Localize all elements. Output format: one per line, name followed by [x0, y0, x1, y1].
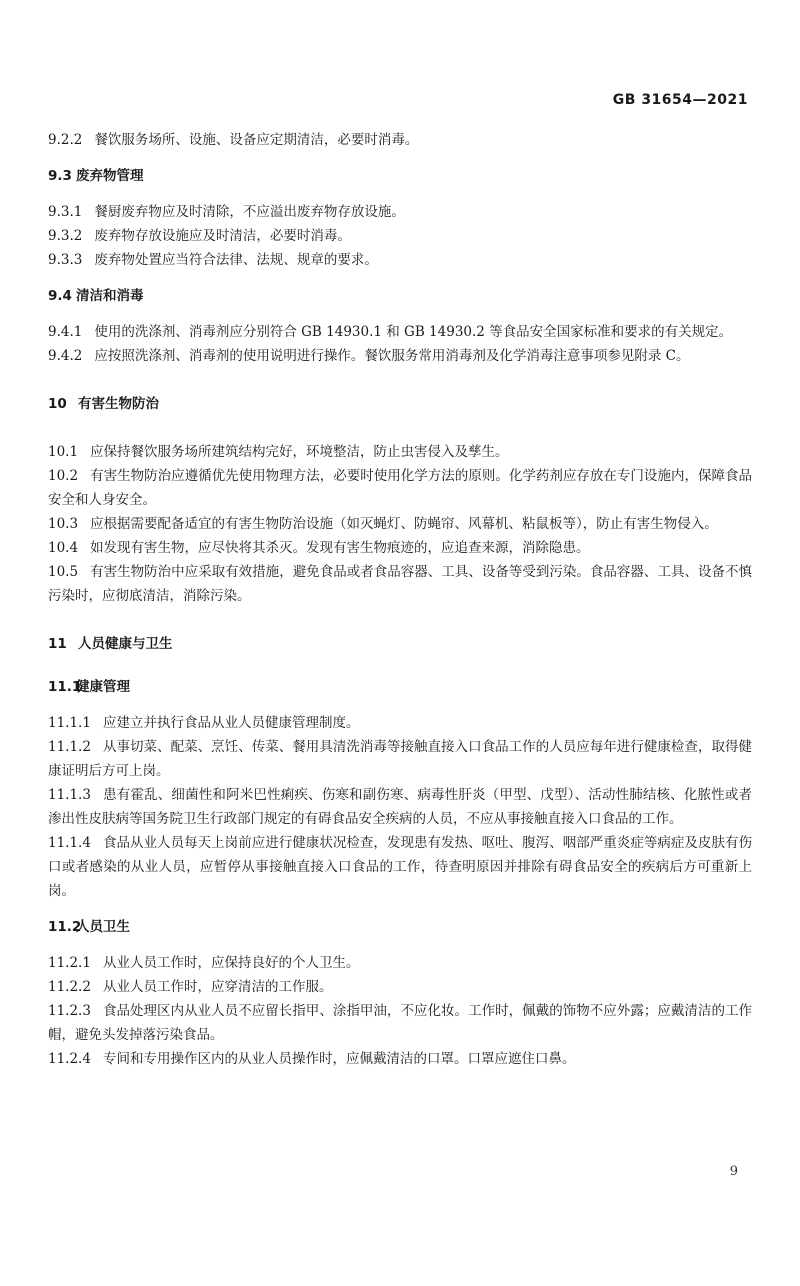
clause-10-1 — [48, 440, 752, 464]
clause-text: 餐厨废弃物应及时清除，不应溢出废弃物存放设施。 — [94, 204, 405, 220]
clause-text: 食品处理区内从业人员不应留长指甲、涂指甲油，不应化妆。工作时，佩戴的饰物不应外露；应戴清洁的工作帽，避免头发掉落污染食品。 — [48, 1003, 752, 1043]
clause-11-2-1 — [48, 951, 752, 975]
clause-11-2-3 — [48, 999, 752, 1047]
clause-9-2-2 — [48, 128, 752, 152]
clause-text: 从业人员工作时，应穿清洁的工作服。 — [102, 979, 333, 995]
section-title: 人员卫生 — [76, 919, 130, 935]
clause-number: 11.1.2 — [48, 739, 91, 755]
clause-number: 11.2.4 — [48, 1051, 91, 1067]
clause-number: 11.1.4 — [48, 835, 91, 851]
clause-number: 10.4 — [48, 540, 79, 556]
section-number: 9.3 — [48, 168, 72, 184]
clause-text: 专间和专用操作区内的从业人员操作时，应佩戴清洁的口罩。口罩应遮住口鼻。 — [102, 1051, 576, 1067]
chapter-number: 11 — [48, 636, 67, 652]
clause-number: 11.2.3 — [48, 1003, 91, 1019]
clause-number: 11.2.1 — [48, 955, 91, 971]
clause-9-4-2 — [48, 344, 752, 368]
section-heading-11-1 — [48, 675, 752, 699]
clause-11-1-3 — [48, 783, 752, 831]
clause-text: 食品从业人员每天上岗前应进行健康状况检查，发现患有发热、呕吐、腹泻、咽部严重炎症等病症及皮肤有伤口或者感染的从业人员，应暂停从事接触直接入口食品的工作，待查明原因并排除有碍食品安全的疾病后方可重新上岗。 — [48, 835, 752, 899]
clause-10-2 — [48, 464, 752, 512]
clause-number: 9.3.2 — [48, 228, 83, 244]
clause-text: 应建立并执行食品从业人员健康管理制度。 — [102, 715, 360, 731]
clause-text: 废弃物存放设施应及时清洁，必要时消毒。 — [94, 228, 351, 244]
clause-number: 11.2.2 — [48, 979, 91, 995]
clause-number: 11.1.1 — [48, 715, 91, 731]
clause-number: 9.4.1 — [48, 324, 83, 340]
clause-number: 9.3.1 — [48, 204, 83, 220]
section-title: 清洁和消毒 — [76, 288, 144, 304]
clause-text: 应按照洗涤剂、消毒剂的使用说明进行操作。餐饮服务常用消毒剂及化学消毒注意事项参见附录 C。 — [94, 348, 690, 364]
clause-10-3 — [48, 512, 752, 536]
clause-11-2-2 — [48, 975, 752, 999]
chapter-title: 有害生物防治 — [78, 396, 159, 412]
clause-text: 从业人员工作时，应保持良好的个人卫生。 — [102, 955, 360, 971]
clause-text: 如发现有害生物，应尽快将其杀灭。发现有害生物痕迹的，应追查来源，消除隐患。 — [90, 540, 590, 556]
clause-10-4 — [48, 536, 752, 560]
clause-text: 应保持餐饮服务场所建筑结构完好，环境整洁，防止虫害侵入及孳生。 — [90, 444, 509, 460]
document-body — [48, 128, 752, 1071]
clause-text: 使用的洗涤剂、消毒剂应分别符合 GB 14930.1 和 GB 14930.2 等食品安全国家标准和要求的有关规定。 — [94, 324, 733, 340]
clause-9-4-1 — [48, 320, 752, 344]
clause-text: 废弃物处置应当符合法律、法规、规章的要求。 — [94, 252, 378, 268]
section-number: 11.2 — [48, 919, 82, 935]
clause-11-1-1 — [48, 711, 752, 735]
section-heading-9-4 — [48, 284, 752, 308]
clause-text: 应根据需要配备适宜的有害生物防治设施（如灭蝇灯、防蝇帘、风幕机、粘鼠板等），防止有害生物侵入。 — [90, 516, 718, 532]
clause-number: 10.1 — [48, 444, 79, 460]
clause-9-3-3 — [48, 248, 752, 272]
clause-text: 有害生物防治应遵循优先使用物理方法，必要时使用化学方法的原则。化学药剂应存放在专门设施内，保障食品安全和人身安全。 — [48, 468, 752, 508]
clause-11-1-4 — [48, 831, 752, 903]
section-heading-11-2 — [48, 915, 752, 939]
clause-text: 有害生物防治中应采取有效措施，避免食品或者食品容器、工具、设备等受到污染。食品容器、工具、设备不慎污染时，应彻底清洁，消除污染。 — [48, 564, 752, 604]
clause-text: 餐饮服务场所、设施、设备应定期清洁，必要时消毒。 — [94, 132, 419, 148]
clause-number: 11.1.3 — [48, 787, 91, 803]
clause-9-3-1 — [48, 200, 752, 224]
section-title: 废弃物管理 — [76, 168, 144, 184]
clause-number: 10.2 — [48, 468, 79, 484]
section-number: 11.1 — [48, 679, 82, 695]
clause-11-1-2 — [48, 735, 752, 783]
section-number: 9.4 — [48, 288, 72, 304]
standard-code: GB 31654—2021 — [612, 92, 748, 108]
section-title: 健康管理 — [76, 679, 130, 695]
clause-number: 9.2.2 — [48, 132, 83, 148]
clause-number: 9.3.3 — [48, 252, 83, 268]
clause-text: 从事切菜、配菜、烹饪、传菜、餐用具清洗消毒等接触直接入口食品工作的人员应每年进行健康检查，取得健康证明后方可上岗。 — [48, 739, 752, 779]
clause-9-3-2 — [48, 224, 752, 248]
clause-number: 10.5 — [48, 564, 79, 580]
clause-text: 患有霍乱、细菌性和阿米巴性痢疾、伤寒和副伤寒、病毒性肝炎（甲型、戊型）、活动性肺结核、化脓性或者渗出性皮肤病等国务院卫生行政部门规定的有碍食品安全疾病的人员，不应从事接触直接入口食品的工作。 — [48, 787, 752, 827]
clause-number: 10.3 — [48, 516, 79, 532]
chapter-title: 人员健康与卫生 — [78, 636, 173, 652]
section-heading-9-3 — [48, 164, 752, 188]
clause-number: 9.4.2 — [48, 348, 83, 364]
chapter-heading-10 — [48, 392, 752, 416]
page-number: 9 — [729, 1164, 738, 1179]
clause-10-5 — [48, 560, 752, 608]
clause-11-2-4 — [48, 1047, 752, 1071]
chapter-number: 10 — [48, 396, 67, 412]
chapter-heading-11 — [48, 632, 752, 656]
